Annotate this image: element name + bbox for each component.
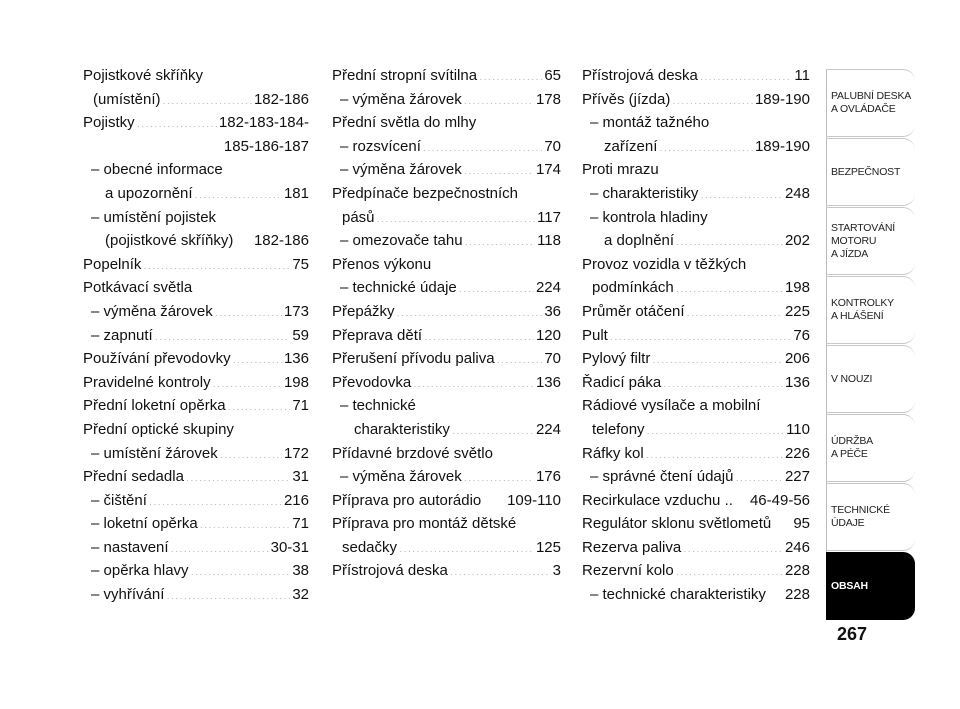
entry-text: pásů: [342, 208, 375, 226]
entry-text: Rezervní kolo: [582, 562, 674, 580]
entry-page: 32: [292, 586, 309, 604]
index-entry: [582, 347, 810, 371]
entry-page: 181: [283, 184, 309, 202]
index-entry: [582, 229, 810, 253]
entry-text: – výměna žárovek: [340, 161, 462, 179]
index-entry: [332, 418, 561, 442]
index-entry: [332, 206, 561, 230]
tab-5[interactable]: [826, 414, 915, 482]
entry-text: a doplnění: [604, 232, 675, 250]
entry-text: podmínkách: [592, 279, 674, 297]
entry-text: zařízení: [604, 137, 658, 155]
entry-text: Provoz vozidla v těžkých: [582, 255, 747, 273]
tab-label: ÚDRŽBA A PÉČE: [831, 435, 873, 460]
leader-dots: [700, 65, 793, 80]
leader-dots: [413, 372, 534, 387]
entry-page: 182-183-184-: [218, 114, 309, 132]
tab-0[interactable]: [826, 69, 915, 137]
tab-label: STARTOVÁNÍ MOTORU A JÍZDA: [831, 221, 895, 260]
entry-page: 173: [283, 302, 309, 320]
entry-page: 216: [283, 491, 309, 509]
index-entry: [83, 489, 309, 513]
index-entry: [332, 442, 561, 466]
index-entry: [582, 135, 810, 159]
entry-page: 117: [537, 208, 561, 226]
entry-page: 189-190: [754, 90, 810, 108]
entry-text: – výměna žárovek: [91, 302, 213, 320]
entry-text: Rádiové vysílače a mobilní: [582, 397, 761, 415]
entry-page: 178: [535, 90, 561, 108]
leader-dots: [646, 443, 783, 458]
entry-text: Příprava pro montáž dětské: [332, 515, 517, 533]
section-tabs: [826, 69, 915, 621]
entry-text: Rezerva paliva: [582, 538, 682, 556]
entry-page: 228: [784, 586, 810, 604]
leader-dots: [213, 372, 282, 387]
tab-label: PALUBNÍ DESKA A OVLÁDAČE: [831, 90, 912, 115]
entry-text: – technické: [340, 397, 416, 415]
index-entry: [83, 465, 309, 489]
index-entry: [83, 418, 309, 442]
index-entry: [83, 158, 309, 182]
leader-dots: [676, 560, 783, 575]
leader-dots: [659, 136, 753, 151]
index-entry: [582, 559, 810, 583]
index-entry: [582, 489, 810, 513]
leader-dots: [149, 490, 282, 505]
index-entry: [582, 371, 810, 395]
leader-dots: [399, 537, 534, 552]
entry-text: Přídavné brzdové světlo: [332, 444, 493, 462]
entry-page: 248: [784, 184, 810, 202]
index-entry: [83, 442, 309, 466]
leader-dots: [228, 395, 291, 410]
entry-page: 76: [793, 326, 810, 344]
leader-dots: [497, 348, 543, 363]
leader-dots: [647, 419, 785, 434]
leader-dots: [735, 466, 783, 481]
entry-page: 174: [535, 161, 561, 179]
entry-page: 71: [292, 397, 309, 415]
entry-page: 11: [794, 67, 810, 84]
entry-page: 228: [784, 562, 810, 580]
entry-text: – zapnutí: [91, 326, 153, 344]
leader-dots: [700, 183, 783, 198]
index-entry: [582, 394, 810, 418]
entry-text: Přívěs (jízda): [582, 90, 671, 108]
index-entry: [332, 158, 561, 182]
entry-text: Pojistky: [83, 114, 135, 132]
index-entry: [582, 418, 810, 442]
index-entry: [83, 324, 309, 348]
index-entry: [83, 300, 309, 324]
index-entry: [582, 206, 810, 230]
entry-page: 225: [784, 302, 810, 320]
leader-dots: [683, 537, 783, 552]
index-entry: [83, 182, 309, 206]
entry-text: – technické údaje: [340, 279, 457, 297]
entry-page: 75: [292, 255, 309, 273]
index-entry: [83, 135, 309, 159]
entry-text: Pylový filtr: [582, 350, 651, 368]
index-entry: [332, 276, 561, 300]
leader-dots: [464, 466, 534, 481]
leader-dots: [166, 584, 290, 599]
entry-page: 46-49-56: [749, 491, 810, 509]
entry-text: – opěrka hlavy: [91, 562, 189, 580]
tab-7[interactable]: [826, 552, 915, 620]
entry-text: Převodovka: [332, 373, 412, 391]
index-entry: [332, 88, 561, 112]
entry-text: Přední sedadla: [83, 468, 184, 486]
entry-text: charakteristiky: [354, 420, 450, 438]
entry-text: Pravidelné kontroly: [83, 373, 211, 391]
entry-page: 246: [784, 538, 810, 556]
index-entry: [582, 182, 810, 206]
entry-text: – nastavení: [91, 538, 169, 556]
leader-dots: [450, 560, 551, 575]
entry-page: 227: [784, 468, 810, 486]
entry-text: – obecné informace: [91, 161, 223, 179]
leader-dots: [663, 372, 783, 387]
leader-dots: [191, 560, 291, 575]
entry-text: – technické charakteristiky: [590, 586, 766, 604]
tab-label: KONTROLKY A HLÁŠENÍ: [831, 297, 894, 322]
entry-page: 71: [292, 515, 309, 533]
tab-label: V NOUZI: [831, 372, 873, 385]
entry-text: (umístění): [93, 90, 161, 108]
index-entry: [83, 276, 309, 300]
index-entry: [332, 512, 561, 536]
entry-page: 136: [784, 373, 810, 391]
leader-dots: [143, 254, 290, 269]
index-column-3: [582, 64, 810, 607]
leader-dots: [459, 277, 534, 292]
entry-page: 36: [544, 302, 561, 320]
entry-text: – loketní opěrka: [91, 515, 198, 533]
entry-text: – kontrola hladiny: [590, 208, 708, 226]
leader-dots: [186, 466, 290, 481]
entry-text: – vyhřívání: [91, 586, 165, 604]
leader-dots: [676, 230, 783, 245]
index-entry: [332, 229, 561, 253]
entry-text: Přední loketní opěrka: [83, 397, 226, 415]
index-entry: [332, 489, 561, 513]
index-entry: [332, 324, 561, 348]
index-entry: [83, 371, 309, 395]
entry-page: 70: [544, 350, 561, 368]
entry-page: 172: [283, 444, 309, 462]
leader-dots: [195, 183, 282, 198]
entry-text: sedačky: [342, 538, 398, 556]
leader-dots: [155, 325, 291, 340]
tab-2[interactable]: [826, 207, 915, 275]
entry-text: Přístrojová deska: [332, 562, 448, 580]
entry-text: Předpínače bezpečnostních: [332, 184, 518, 202]
entry-page: 198: [283, 373, 309, 391]
entry-text: Recirkulace vzduchu ..: [582, 491, 733, 509]
entry-page: 30-31: [270, 538, 309, 556]
entry-text: (pojistkové skříňky): [105, 232, 234, 250]
index-entry: [582, 583, 810, 607]
index-entry: [83, 559, 309, 583]
index-entry: [332, 536, 561, 560]
leader-dots: [465, 230, 536, 245]
entry-text: – montáž tažného: [590, 114, 710, 132]
entry-page: 198: [784, 279, 810, 297]
index-entry: [582, 88, 810, 112]
leader-dots: [423, 136, 542, 151]
entry-text: Potkávací světla: [83, 279, 193, 297]
entry-text: Ráfky kol: [582, 444, 644, 462]
tab-6[interactable]: [826, 483, 915, 551]
entry-text: – umístění pojistek: [91, 208, 217, 226]
index-entry: [83, 88, 309, 112]
index-column-1: [83, 64, 309, 607]
leader-dots: [215, 301, 282, 316]
entry-page: 110: [786, 420, 810, 438]
entry-page: 70: [544, 137, 561, 155]
entry-page: 38: [292, 562, 309, 580]
index-entry: [582, 253, 810, 277]
entry-page: 125: [535, 538, 561, 556]
index-entry: [582, 276, 810, 300]
entry-page: 182-186: [253, 90, 309, 108]
page-number: 267: [837, 624, 868, 644]
entry-text: Řadicí páka: [582, 373, 662, 391]
entry-text: Pojistkové skříňky: [83, 67, 204, 84]
entry-text: Pult: [582, 326, 608, 344]
index-entry: [83, 206, 309, 230]
entry-text: Přední světla do mlhy: [332, 114, 477, 132]
entry-page: 136: [535, 373, 561, 391]
entry-page: 224: [535, 420, 561, 438]
entry-text: Průměr otáčení: [582, 302, 685, 320]
index-entry: [332, 347, 561, 371]
index-entry: [83, 394, 309, 418]
leader-dots: [163, 89, 252, 104]
index-entry: [582, 536, 810, 560]
index-entry: [582, 512, 810, 536]
entry-page: 118: [537, 232, 561, 250]
entry-text: Přístrojová deska: [582, 67, 698, 84]
index-entry: [332, 111, 561, 135]
entry-text: Přepážky: [332, 302, 395, 320]
leader-dots: [200, 513, 291, 528]
leader-dots: [137, 112, 217, 127]
leader-dots: [464, 159, 534, 174]
entry-page: 109-110: [507, 491, 561, 509]
entry-page: 136: [283, 350, 309, 368]
tab-1[interactable]: [826, 138, 915, 206]
entry-text: Používání převodovky: [83, 350, 231, 368]
leader-dots: [479, 65, 542, 80]
index-entry: [332, 559, 561, 583]
entry-page: 176: [535, 468, 561, 486]
leader-dots: [687, 301, 783, 316]
leader-dots: [676, 277, 783, 292]
entry-page: 202: [784, 232, 810, 250]
entry-text: – rozsvícení: [340, 137, 421, 155]
index-entry: [332, 394, 561, 418]
index-entry: [582, 324, 810, 348]
leader-dots: [397, 301, 543, 316]
entry-text: – omezovače tahu: [340, 232, 463, 250]
entry-page: 224: [535, 279, 561, 297]
entry-page: 182-186: [253, 232, 309, 250]
leader-dots: [652, 348, 783, 363]
index-entry: [582, 64, 810, 88]
entry-page: 31: [292, 468, 309, 486]
index-entry: [83, 111, 309, 135]
index-entry: [83, 512, 309, 536]
index-entry: [83, 229, 309, 253]
leader-dots: [672, 89, 753, 104]
leader-dots: [452, 419, 534, 434]
leader-dots: [610, 325, 791, 340]
tab-label: TECHNICKÉ ÚDAJE: [831, 504, 890, 529]
entry-text: – umístění žárovek: [91, 444, 218, 462]
leader-dots: [424, 325, 534, 340]
index-entry: [582, 465, 810, 489]
index-entry: [332, 465, 561, 489]
index-column-2: [332, 64, 561, 583]
index-entry: [332, 253, 561, 277]
entry-page: 59: [292, 326, 309, 344]
leader-dots: [220, 443, 282, 458]
entry-page: 189-190: [754, 137, 810, 155]
entry-text: Přední stropní svítilna: [332, 67, 478, 84]
index-entry: [582, 442, 810, 466]
index-entry: [83, 347, 309, 371]
entry-page: 120: [535, 326, 561, 344]
leader-dots: [171, 537, 269, 552]
entry-text: – výměna žárovek: [340, 90, 462, 108]
entry-text: Přední optické skupiny: [83, 420, 234, 438]
leader-dots: [377, 207, 536, 222]
index-entry: [332, 300, 561, 324]
index-entry: [582, 300, 810, 324]
index-entry: [582, 158, 810, 182]
entry-text: Příprava pro autorádio: [332, 491, 482, 509]
tab-4[interactable]: [826, 345, 915, 413]
index-entry: [332, 182, 561, 206]
index-entry: [582, 111, 810, 135]
entry-text: – charakteristiky: [590, 184, 699, 202]
entry-text: – čištění: [91, 491, 147, 509]
index-entry: [332, 371, 561, 395]
entry-page: 226: [784, 444, 810, 462]
index-entry: [83, 64, 309, 88]
entry-text: Popelník: [83, 255, 142, 273]
entry-text: Přeprava dětí: [332, 326, 423, 344]
index-entry: [332, 135, 561, 159]
tab-label: OBSAH: [831, 579, 868, 592]
tab-3[interactable]: [826, 276, 915, 344]
index-entry: [83, 583, 309, 607]
entry-text: Přerušení přívodu paliva: [332, 350, 495, 368]
entry-page: 95: [793, 515, 810, 533]
index-entry: [83, 253, 309, 277]
index-entry: [332, 64, 561, 88]
tab-label: BEZPEČNOST: [831, 165, 901, 178]
entry-text: a upozornění: [105, 184, 193, 202]
entry-page: 65: [544, 67, 561, 84]
entry-text: Proti mrazu: [582, 161, 659, 179]
entry-text: telefony: [592, 420, 645, 438]
entry-text: – správné čtení údajů: [590, 468, 734, 486]
leader-dots: [464, 89, 534, 104]
entry-page: 206: [784, 350, 810, 368]
entry-text: Přenos výkonu: [332, 255, 432, 273]
entry-text: 185-186-187: [223, 137, 309, 155]
leader-dots: [233, 348, 282, 363]
entry-page: 3: [552, 562, 561, 580]
index-entry: [83, 536, 309, 560]
entry-text: Regulátor sklonu světlometů: [582, 515, 772, 533]
entry-text: – výměna žárovek: [340, 468, 462, 486]
